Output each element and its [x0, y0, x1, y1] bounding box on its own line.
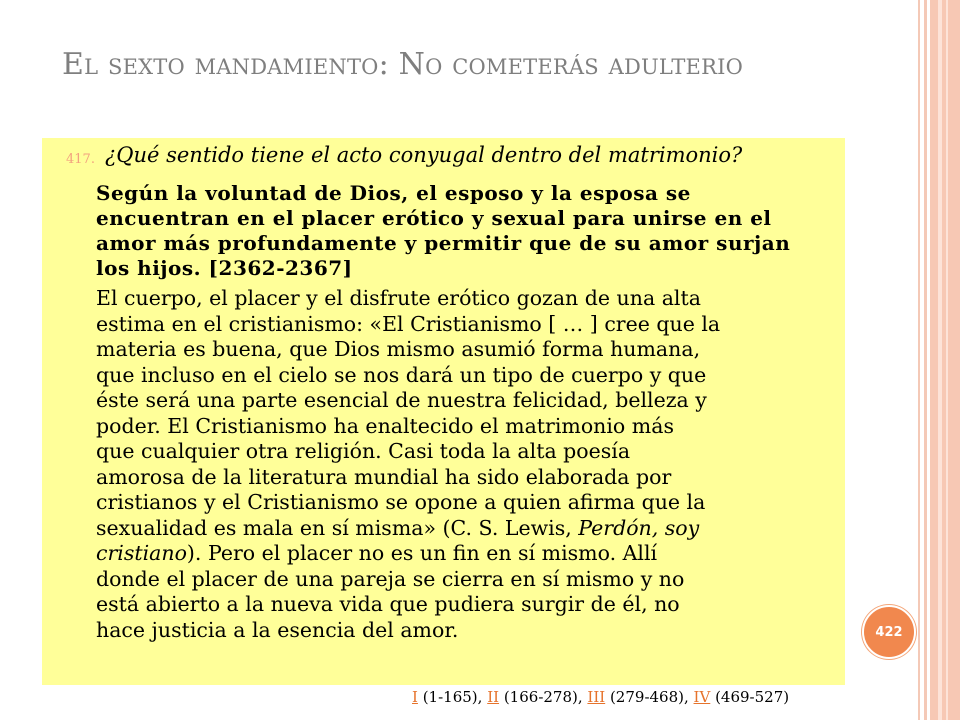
body-line: que cualquier otra religión. Casi toda la alta poesía — [96, 439, 631, 463]
body-line: cristianos y el Cristianismo se opone a quien afirma que la — [96, 490, 706, 514]
body-line: amorosa de la literatura mundial ha sido elaborada por — [96, 464, 672, 489]
body-line: materia es buena, que Dios mismo asumió forma humana, — [96, 337, 701, 361]
decorative-stripe — [946, 0, 948, 720]
nav-link-part-2[interactable]: II — [487, 688, 500, 706]
body-line: El cuerpo, el placer y el disfrute erótico gozan de una alta — [96, 286, 701, 310]
body-line: hace justicia a la esencia del amor. — [96, 617, 459, 642]
book-title: cristiano — [96, 541, 187, 565]
nav-range: (166-278), — [499, 688, 588, 706]
nav-link-part-1[interactable]: I — [412, 688, 418, 706]
slide-title: El sexto mandamiento: No cometerás adulterio — [62, 47, 743, 82]
body-line: que incluso en el cielo se nos dará un tipo de cuerpo y que — [96, 362, 707, 387]
body-line: éste será una parte esencial de nuestra felicidad, belleza y — [96, 388, 707, 412]
body-line: cristiano). Pero el placer no es un fin en sí mismo. Allí — [96, 541, 658, 565]
page-number-badge: 422 — [862, 605, 916, 659]
nav-link-part-3[interactable]: III — [587, 688, 606, 706]
body-line: estima en el cristianismo: «El Cristianismo [ … ] cree que la — [96, 311, 721, 336]
book-title: Perdón, soy — [578, 515, 700, 540]
nav-range: (1-165), — [417, 688, 488, 706]
decorative-stripe — [930, 0, 960, 720]
question-text: ¿Qué sentido tiene el acto conyugal dentro del matrimonio? — [105, 143, 743, 167]
body-line: poder. El Cristianismo ha enaltecido el matrimonio más — [96, 413, 674, 438]
decorative-stripe — [924, 0, 927, 720]
body-line: donde el placer de una pareja se cierra en sí mismo y no — [96, 566, 685, 591]
footer-navigation — [412, 688, 789, 706]
decorative-stripe — [938, 0, 942, 720]
nav-range: (469-527) — [710, 688, 790, 706]
body-line: está abierto a la nueva vida que pudiera surgir de él, no — [96, 592, 680, 616]
body-line: sexualidad es mala en sí misma» (C. S. Lewis, Perdón, soy — [96, 515, 700, 540]
nav-link-part-4[interactable]: IV — [693, 688, 711, 706]
body-paragraph — [96, 286, 836, 643]
decorative-stripe — [918, 0, 920, 720]
question-number: 417. — [66, 152, 95, 167]
nav-range: (279-468), — [605, 688, 694, 706]
answer-text: Según la voluntad de Dios, el esposo y la esposa se encuentran en el placer erótico y sexual para unirse en el amor más profundamente y permitir que de su amor surjan los hijos. [2362-2367] — [96, 181, 791, 280]
